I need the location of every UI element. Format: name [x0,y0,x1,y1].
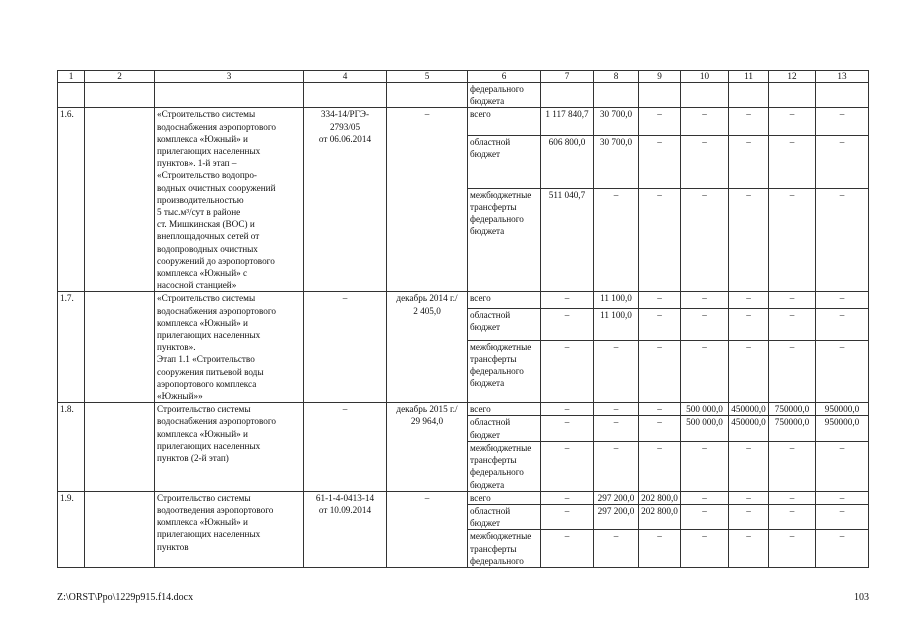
amount-cell: – [769,340,816,402]
funding-source-cell: межбюджетные трансферты федерального бюджета [468,441,541,491]
amount-cell: 750000,0 [769,403,816,416]
amount-cell: – [594,340,639,402]
amount-cell: – [681,309,729,341]
amount-cell: 1 117 840,7 [541,108,594,135]
amount-cell: – [594,416,639,441]
amount-cell: – [769,504,816,529]
amount-cell: – [729,504,769,529]
amount-cell: 11 100,0 [594,309,639,341]
column-number-cell: 5 [387,71,468,83]
amount-cell: 606 800,0 [541,135,594,188]
amount-cell: – [541,530,594,568]
table-row [58,403,869,416]
funding-source-cell: всего [468,108,541,135]
amount-cell: – [594,188,639,292]
completion-date-cost: – [387,491,468,567]
amount-cell: – [594,403,639,416]
column-number-cell: 13 [816,71,869,83]
amount-cell: – [769,530,816,568]
amount-cell: – [769,188,816,292]
amount-cell: – [729,530,769,568]
completion-date-cost: декабрь 2014 г./ 2 405,0 [387,292,468,403]
amount-cell: – [769,292,816,309]
amount-cell: 11 100,0 [594,292,639,309]
amount-cell: – [769,108,816,135]
amount-cell: – [541,491,594,504]
amount-cell: – [639,340,681,402]
amount-cell: – [681,292,729,309]
amount-cell: – [541,403,594,416]
amount-cell: – [681,530,729,568]
item-number: 1.8. [58,403,85,491]
amount-cell: – [816,309,869,341]
amount-cell: – [541,504,594,529]
table-cell [681,83,729,108]
column-number-cell: 10 [681,71,729,83]
amount-cell: – [594,441,639,491]
funding-source-cell: межбюджетные трансферты федерального бюджета [468,188,541,292]
expert-review-doc: – [304,292,387,403]
column-number-cell: 11 [729,71,769,83]
amount-cell: – [729,135,769,188]
amount-cell: – [639,530,681,568]
empty-column-2 [85,491,155,567]
amount-cell: 450000,0 [729,403,769,416]
amount-cell: – [639,309,681,341]
column-number-cell: 7 [541,71,594,83]
project-description: «Строительство системы водоснабжения аэропортового комплекса «Южный» и прилегающих населенных пунктов». 1-й этап – «Строительство водопро- водных очистных сооружений производительностью 5 тыс.м³/сут в районе ст. Мишкинская (ВОС) и внеплощадочных сетей от водопроводных очистных сооружений до аэропортового комплекса «Южный» с насосной станцией» [155,108,304,292]
amount-cell: – [541,292,594,309]
amount-cell: – [769,441,816,491]
column-number-cell: 3 [155,71,304,83]
amount-cell: – [816,340,869,402]
funding-source-cell: всего [468,403,541,416]
column-number-row [58,71,869,83]
funding-source-cell: областной бюджет [468,309,541,341]
amount-cell: – [639,108,681,135]
amount-cell: – [541,441,594,491]
funding-source-cell: областной бюджет [468,416,541,441]
amount-cell: – [769,309,816,341]
amount-cell: – [541,416,594,441]
amount-cell: – [816,530,869,568]
amount-cell: – [594,530,639,568]
amount-cell: – [729,188,769,292]
amount-cell: 30 700,0 [594,108,639,135]
item-number: 1.6. [58,108,85,292]
amount-cell: – [541,340,594,402]
funding-source-cell: областной бюджет [468,135,541,188]
amount-cell: – [639,416,681,441]
table-cell [639,83,681,108]
empty-column-2 [85,403,155,491]
column-number-cell: 2 [85,71,155,83]
table-cell [729,83,769,108]
amount-cell: – [681,188,729,292]
amount-cell: – [729,108,769,135]
table-cell [387,83,468,108]
amount-cell: – [681,504,729,529]
amount-cell: – [681,340,729,402]
completion-date-cost: декабрь 2015 г./ 29 964,0 [387,403,468,491]
funding-source-cell: федерального бюджета [468,83,541,108]
amount-cell: – [769,135,816,188]
column-number-cell: 9 [639,71,681,83]
amount-cell: – [729,340,769,402]
continuation-row [58,83,869,108]
amount-cell: – [681,135,729,188]
table-row [58,491,869,504]
amount-cell: – [639,403,681,416]
completion-date-cost: – [387,108,468,292]
page-number: 103 [854,592,869,603]
budget-table [57,70,869,568]
amount-cell: 297 200,0 [594,504,639,529]
amount-cell: – [816,504,869,529]
funding-source-cell: всего [468,491,541,504]
empty-column-2 [85,292,155,403]
table-cell [155,83,304,108]
table-cell [58,83,85,108]
item-number: 1.7. [58,292,85,403]
amount-cell: 297 200,0 [594,491,639,504]
amount-cell: – [681,491,729,504]
table-cell [594,83,639,108]
amount-cell: – [729,309,769,341]
amount-cell: – [729,292,769,309]
amount-cell: 500 000,0 [681,403,729,416]
empty-column-2 [85,108,155,292]
column-number-cell: 8 [594,71,639,83]
project-description: Строительство системы водоснабжения аэропортового комплекса «Южный» и прилегающих населенных пунктов (2-й этап) [155,403,304,491]
funding-source-cell: межбюджетные трансферты федерального [468,530,541,568]
item-number: 1.9. [58,491,85,567]
table-cell [85,83,155,108]
amount-cell: – [639,188,681,292]
amount-cell: – [816,188,869,292]
amount-cell: 202 800,0 [639,491,681,504]
amount-cell: – [681,108,729,135]
table-row [58,292,869,309]
expert-review-doc: 334-14/РГЭ- 2793/05 от 06.06.2014 [304,108,387,292]
funding-source-cell: всего [468,292,541,309]
funding-source-cell: областной бюджет [468,504,541,529]
amount-cell: 750000,0 [769,416,816,441]
table-row [58,108,869,135]
column-number-cell: 12 [769,71,816,83]
expert-review-doc: 61-1-4-0413-14 от 10.09.2014 [304,491,387,567]
table-cell [816,83,869,108]
footer-file-path: Z:\ORST\Ppo\1229p915.f14.docx [57,592,194,603]
funding-source-cell: межбюджетные трансферты федерального бюджета [468,340,541,402]
table-cell [541,83,594,108]
amount-cell: – [816,441,869,491]
amount-cell: – [816,292,869,309]
amount-cell: 202 800,0 [639,504,681,529]
amount-cell: – [769,491,816,504]
column-number-cell: 4 [304,71,387,83]
expert-review-doc: – [304,403,387,491]
amount-cell: – [541,309,594,341]
project-description: Строительство системы водоотведения аэропортового комплекса «Южный» и прилегающих населенных пунктов [155,491,304,567]
project-description: «Строительство системы водоснабжения аэропортового комплекса «Южный» и прилегающих населенных пунктов». Этап 1.1 «Строительство сооружения питьевой воды аэропортового комплекса «Южный»» [155,292,304,403]
amount-cell: – [681,441,729,491]
amount-cell: – [729,491,769,504]
amount-cell: 950000,0 [816,403,869,416]
amount-cell: – [816,135,869,188]
amount-cell: – [639,441,681,491]
column-number-cell: 1 [58,71,85,83]
amount-cell: – [639,135,681,188]
table-cell [304,83,387,108]
table-cell [769,83,816,108]
amount-cell: 511 040,7 [541,188,594,292]
column-number-cell: 6 [468,71,541,83]
amount-cell: – [816,108,869,135]
amount-cell: 950000,0 [816,416,869,441]
amount-cell: 500 000,0 [681,416,729,441]
amount-cell: 30 700,0 [594,135,639,188]
amount-cell: – [816,491,869,504]
amount-cell: – [639,292,681,309]
amount-cell: 450000,0 [729,416,769,441]
amount-cell: – [729,441,769,491]
